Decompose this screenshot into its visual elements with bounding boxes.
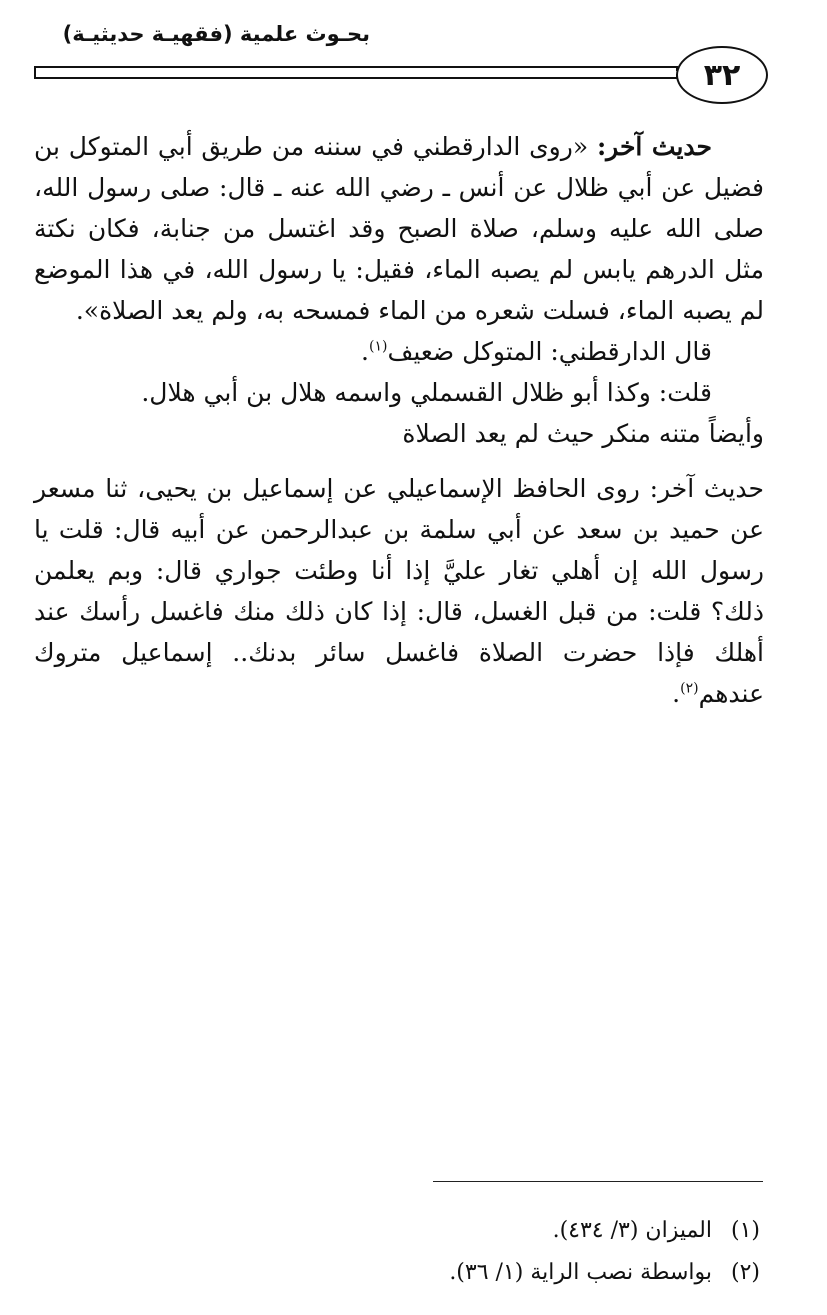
footnotes [200, 1210, 760, 1294]
paragraph-hadith-2 [34, 468, 764, 714]
footnote-number: (٢) [730, 1260, 760, 1285]
paragraph-text: قال الدارقطني: المتوكل ضعيف [387, 337, 712, 366]
paragraph-lead: حديث آخر: [596, 132, 712, 161]
header-rule [34, 66, 678, 79]
paragraph-text: وأيضاً متنه منكر حيث لم يعد الصلاة [402, 419, 764, 448]
footnote-1 [200, 1210, 760, 1252]
main-text [34, 126, 764, 714]
footnote-number: (١) [730, 1218, 760, 1243]
paragraph-aydan [34, 413, 764, 454]
paragraph-text: «روى الدارقطني في سننه من طريق أبي المتوكل بن فضيل عن أبي ظلال عن أنس ـ رضي الله عنه ـ قال: صلى رسول الله، صلى الله عليه وسلم، صلاة الصبح وقد اغتسل من جنابة، فكان نكتة مثل الدرهم يابس لم يصبه الماء، فقيل: يا رسول الله، في هذا الموضع لم يصبه الماء، فسلت شعره من الماء فمسحه به، ولم يعد الصلاة». [34, 132, 764, 325]
footnote-rule [433, 1181, 763, 1182]
footnote-ref-1: (١) [368, 338, 388, 355]
footnote-text: بواسطة نصب الراية (١/ ٣٦). [449, 1260, 712, 1285]
running-header-title: بحـوث علمية (فقهيـة حديثيـة) [62, 22, 370, 46]
footnote-ref-2: (٢) [680, 680, 699, 697]
paragraph-qultu [34, 372, 764, 413]
paragraph-text: حديث آخر: روى الحافظ الإسماعيلي عن إسماعيل بن يحيى، ثنا مسعر عن حميد بن سعد عن أبي سلمة بن عبدالرحمن عن أبيه قال: قلت يا رسول الله إن أهلي تغار عليَّ إذا أنا وطئت جواري قال: وبم يعلمن ذلك؟ قلت: من قبل الغسل، قال: إذا كان ذلك منك فاغسل رأسك عند أهلك فإذا حضرت الصلاة فاغسل سائر بدنك.. إسماعيل متروك عندهم [34, 474, 764, 708]
paragraph-text: قلت: وكذا أبو ظلال القسملي واسمه هلال بن أبي هلال. [141, 378, 712, 407]
paragraph-hadith-1 [34, 126, 764, 331]
paragraph-end: . [672, 679, 681, 708]
footnote-2 [200, 1252, 760, 1294]
paragraph-end: . [361, 337, 369, 366]
page-number: ٣٢ [676, 46, 768, 104]
paragraph-daraqutni [34, 331, 764, 372]
footnote-text: الميزان (٣/ ٤٣٤). [552, 1218, 712, 1243]
